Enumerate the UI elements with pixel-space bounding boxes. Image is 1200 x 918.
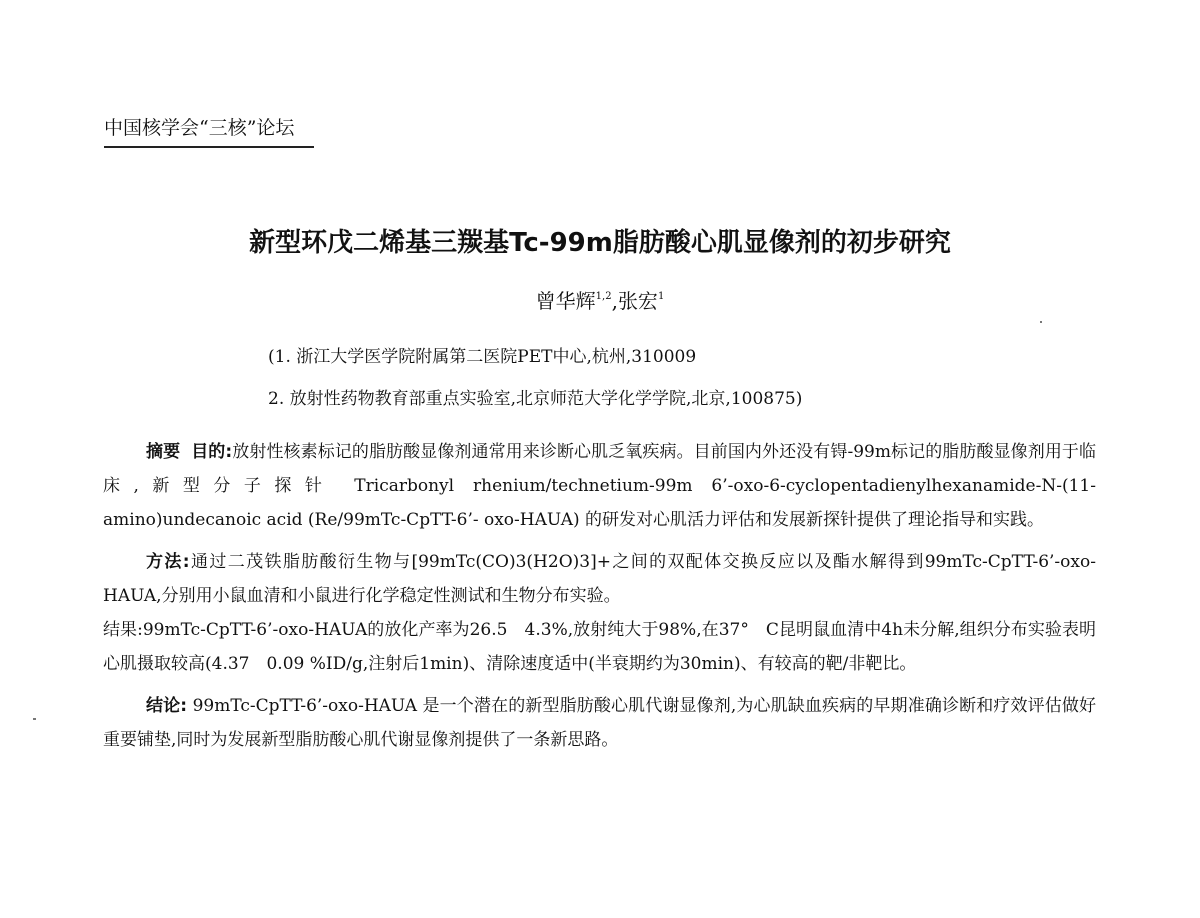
methods-text: 通过二茂铁脂肪酸衍生物与[99mTc(CO)3(H2O)3]+之间的双配体交换反应以及酯水解得到99mTc-CpTT-6’-oxo-HAUA,分别用小鼠血清和小鼠进行化学稳定性测试和生物分布实验。 [103, 552, 1096, 606]
conclusion-text: 99mTc-CpTT-6’-oxo-HAUA 是一个潜在的新型脂肪酸心肌代谢显像剂,为心肌缺血疾病的早期准确诊断和疗效评估做好重要铺垫,同时为发展新型脂肪酸心肌代谢显像剂提供了一条新思路。 [103, 696, 1096, 750]
author-separator: , [611, 289, 618, 313]
author-affiliation-mark: 1,2 [595, 291, 612, 302]
results-label: 结果: [103, 620, 143, 640]
methods-label: 方法: [146, 552, 190, 572]
abstract-conclusion [103, 689, 1096, 757]
scan-speck [1040, 321, 1042, 323]
objective-label: 目的: [191, 442, 233, 462]
abstract-body [103, 435, 1096, 757]
abstract-label: 摘要 [146, 442, 181, 462]
abstract-results [103, 613, 1096, 681]
conclusion-label: 结论: [146, 696, 188, 716]
author-name: 曾华辉 [535, 289, 596, 313]
forum-header: 中国核学会“三核”论坛 [104, 113, 314, 148]
abstract-methods [103, 545, 1096, 613]
author-line [0, 285, 1200, 314]
affiliation-line-2: 2. 放射性药物教育部重点实验室,北京师范大学化学学院,北京,100875) [268, 389, 803, 409]
paper-title: 新型环戊二烯基三羰基Tc-99m脂肪酸心肌显像剂的初步研究 [249, 228, 951, 258]
objective-text: 放射性核素标记的脂肪酸显像剂通常用来诊断心肌乏氧疾病。目前国内外还没有锝-99m标记的脂肪酸显像剂用于临床,新型分子探针 Tricarbonyl rhenium/technetium-99m 6’-oxo-6-cyclopentadienylhexanamide-N-(11-amino)undecanoic acid (Re/99mTc-CpTT-6’- oxo-HAUA) 的研发对心肌活力评估和发展新探针提供了理论指导和实践。 [103, 442, 1097, 530]
scan-speck [33, 718, 36, 720]
results-text: 99mTc-CpTT-6’-oxo-HAUA的放化产率为26.5 4.3%,放射纯大于98%,在37° C昆明鼠血清中4h未分解,组织分布实验表明心肌摄取较高(4.37 0.09 %ID/g,注射后1min)、清除速度适中(半衰期约为30min)、有较高的靶/非靶比。 [103, 620, 1096, 674]
author-affiliation-mark: 1 [657, 291, 665, 302]
abstract-objective [103, 435, 1096, 537]
affiliation-line-1: (1. 浙江大学医学院附属第二医院PET中心,杭州,310009 [268, 347, 697, 367]
author-name: 张宏 [617, 289, 658, 313]
